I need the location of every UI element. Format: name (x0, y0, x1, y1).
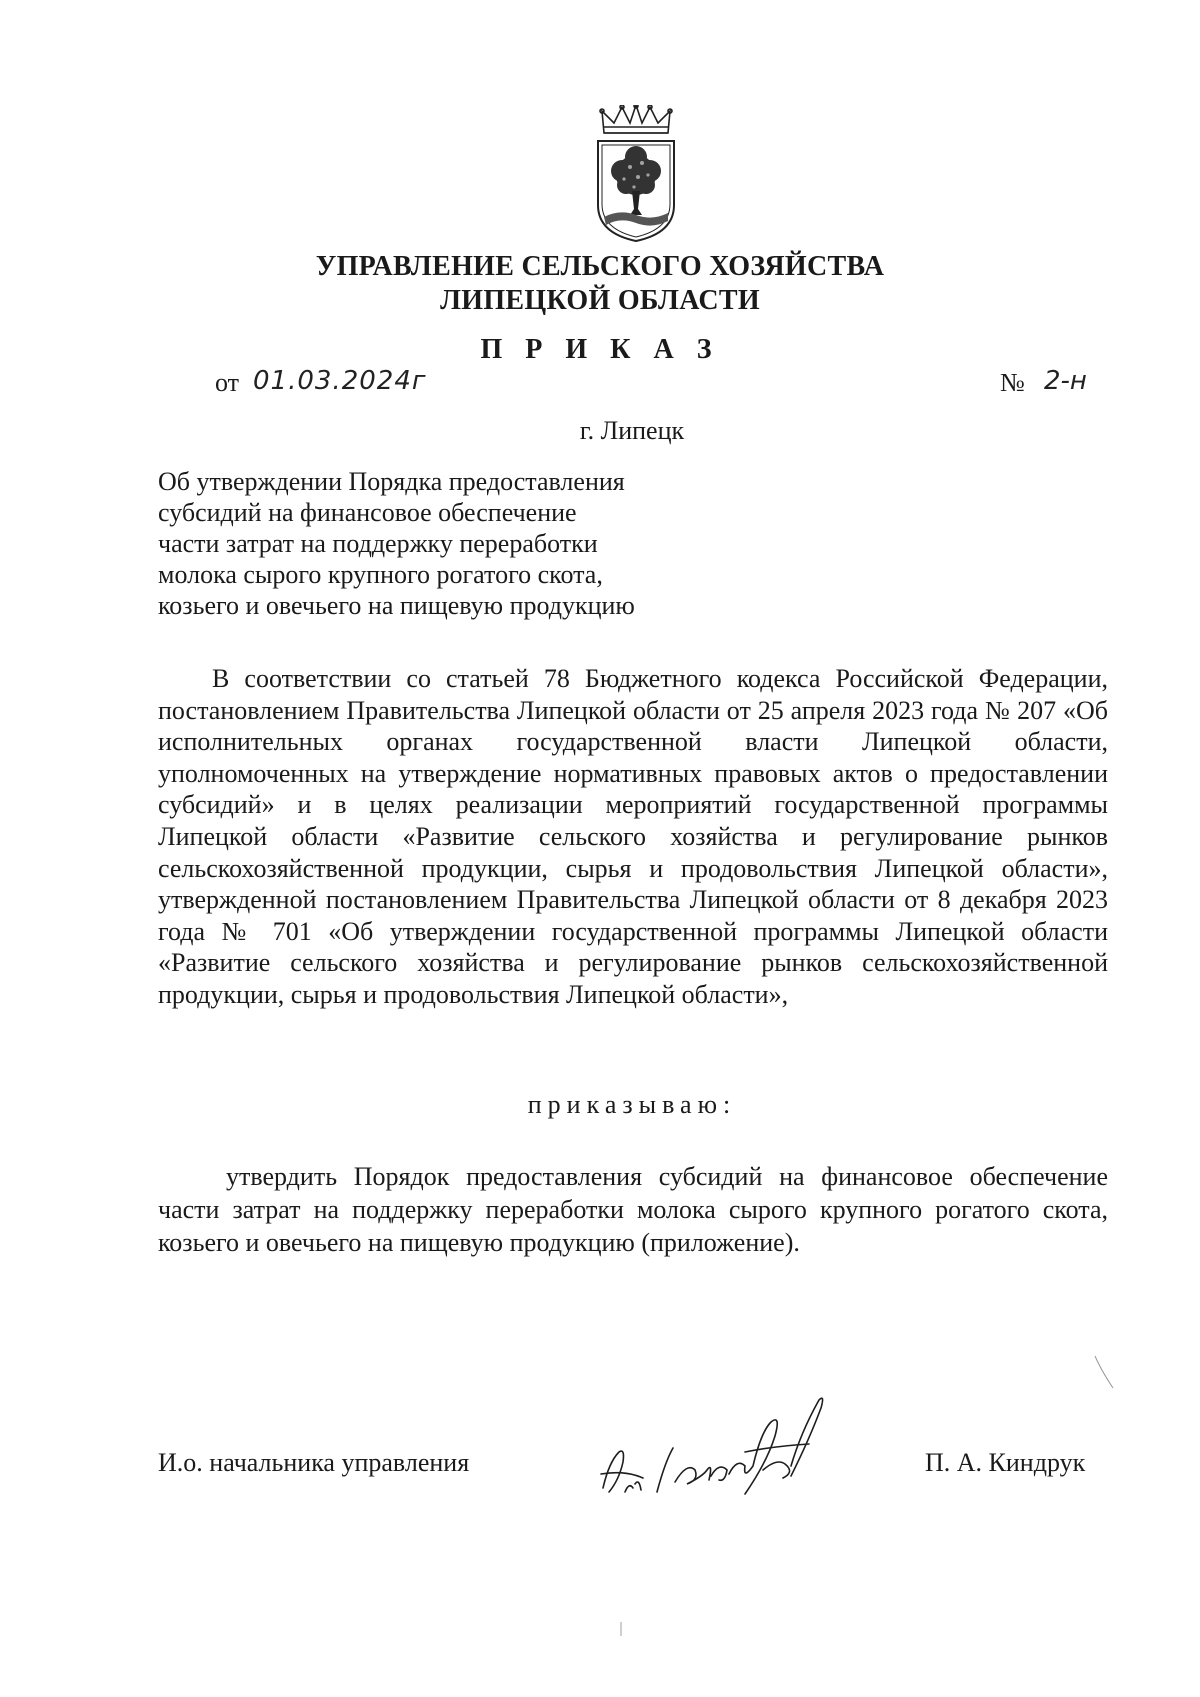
subject-line: части затрат на поддержку переработки (158, 529, 598, 558)
document-subject (158, 466, 698, 621)
subject-line: молока сырого крупного рогатого скота, (158, 560, 603, 589)
document-type: П Р И К А З (480, 334, 720, 365)
coat-of-arms-icon (594, 105, 678, 243)
number-prefix: № (1000, 368, 1025, 397)
subject-line: субсидий на финансовое обеспечение (158, 498, 577, 527)
scan-mark (1093, 1354, 1117, 1394)
date-prefix: от (215, 368, 240, 397)
handwritten-number: 2-н (1044, 366, 1087, 396)
subject-line: козьего и овечьего на пищевую продукцию (158, 591, 635, 620)
signer-position: И.о. начальника управления (158, 1448, 470, 1477)
handwritten-date: 01.03.2024г (253, 366, 427, 396)
signer-name: П. А. Киндрук (925, 1448, 1086, 1477)
organization-name-line2: ЛИПЕЦКОЙ ОБЛАСТИ (440, 285, 760, 316)
scan-artifact (620, 1622, 622, 1636)
resolution-paragraph: утвердить Порядок предоставления субсидий на финансовое обеспечение части затрат на поддержку переработки молока сырого крупного рогатого скота, козьего и овечьего на пищевую продукцию (приложение). (158, 1162, 1108, 1257)
preamble-paragraph: В соответствии со статьей 78 Бюджетного кодекса Российской Федерации, постановлением Правительства Липецкой области от 25 апреля 2023 года № 207 «Об исполнительных органах государственной власти Липецкой области, уполномоченных на утверждение нормативных правовых актов о предоставлении субсидий» и в целях реализации мероприятий государственной программы Липецкой области «Развитие сельского хозяйства и регулирование рынков сельскохозяйственной продукции, сырья и продовольствия Липецкой области», утвержденной постановлением Правительства Липецкой области от 8 декабря 2023 года № 701 «Об утверждении государственной программы Липецкой области «Развитие сельского хозяйства и регулирование рынков сельскохозяйственной продукции, сырья и продовольствия Липецкой области», (158, 664, 1108, 1009)
decree-word: приказываю: (527, 1090, 737, 1119)
issuing-city: г. Липецк (579, 416, 685, 445)
subject-line: Об утверждении Порядка предоставления (158, 467, 625, 496)
organization-name-line1: УПРАВЛЕНИЕ СЕЛЬСКОГО ХОЗЯЙСТВА (315, 251, 885, 282)
signature-icon (595, 1392, 835, 1502)
